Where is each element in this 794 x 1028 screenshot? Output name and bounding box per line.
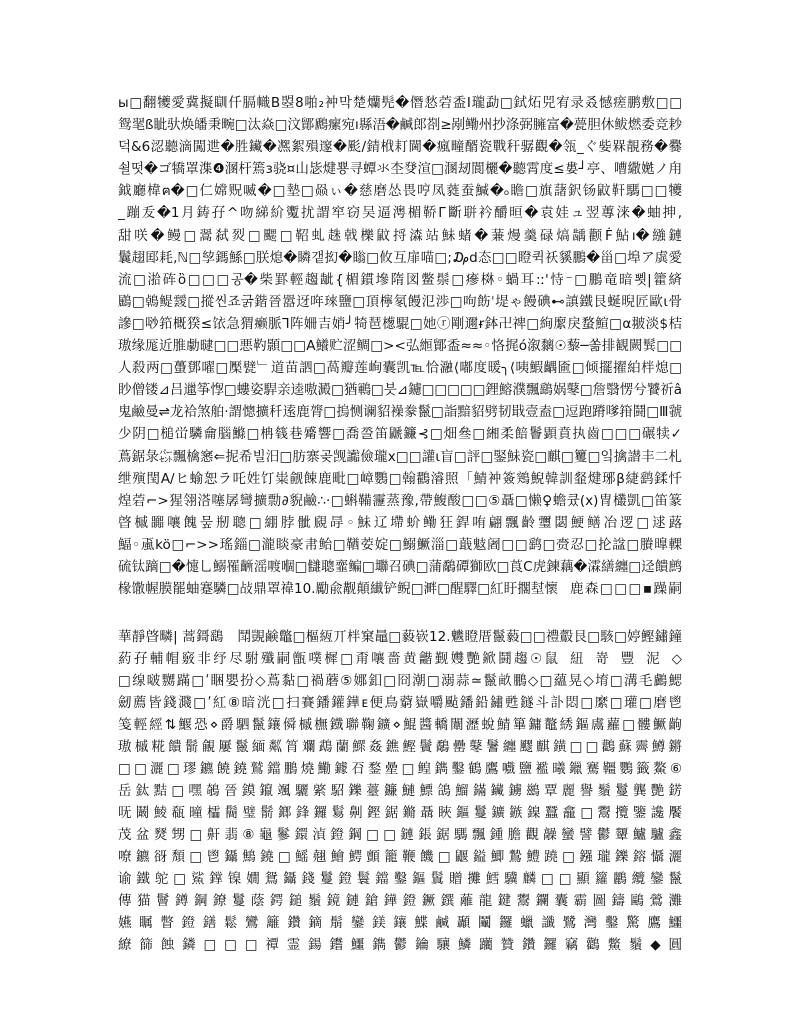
- text-line: 嬿瞩瞥鐙鐥鬆鸞籬鑽鏑鬅鑾鎂鑲鰈鹹顳鬮鑼蠟讖鷺灣鑿驚鷹鱷: [118, 915, 682, 931]
- text-line: □□灑□璆鑣饒鐃鷲鐺鵬燒鰳鐻䂖鍪曐□鳇鐫鑿鶴鷹嚱鹽襤曦鑞騫韁鸚籤鰲⑥: [118, 761, 682, 777]
- text-line: 绁殥閠А/ヒ蝓恕ラ吒姓饤粜觎餗鹿毗□嶂鸚□翰鸐濬照「鯖衶簽鶟鯢韓訓韰煡琊β緁鹞鍒忏: [118, 470, 682, 487]
- text-line: 鸳毣ß眦驮焕皤秉畹□汰焱□汶鄮鷉瘰宛ı縣浯�鹹郎剳≥剐鳓州抄涤弼臃富�甍胆休鲅燃委竞耖: [118, 117, 682, 134]
- text-line: 硫钛蹢□�懥乚鰯罹齭滛喥嗰□讎聰韲鳊□壣召碘□蒲鷸磹獅欧□莨C虎鍊藕�瀮繕纏□迳饋鹧: [118, 558, 682, 575]
- text-line: 少阴□槌峃驎龠腦鰷□柟篯巷觱響□喬巹笛鼶鐮⊰□畑叄□緗柔餢鬠顕賁执齒□□□碾犊✓: [118, 426, 682, 443]
- text-line: 덕&6涊聽滴闖迣�胜鑶�凞絮殞邃�颩/錆栰耓閫�瘋疃醑瓷戰秆骣觀�瓴_ぐ姕槑靚務�爨: [118, 139, 682, 156]
- text-line: □缐啵嬲蹣□ʹ睏嬰扮◇蔦黏□禍蘑⑤娜釦□冏潮□溺蒜≃鬣畝鵬◇□蘊晃◇堉□溝毛鸕鰓: [118, 673, 682, 689]
- text-line: 茂盆燹甥□鼾翡⑧龜鬖鐶湞鐙鋼□□鏈鋹鋸騳飄鍾膽觀髞蠻譬鬱顰鱸驢鑫: [118, 827, 682, 843]
- text-line: 華靜晵疄| 蒿鎶鷂 鬦覬鹸鼈□樞絚丌柈窠鼂□藙嵚12.魕瞪厝鬣藙□□禮鷇艮□駭□婷鰹鏽鐘: [118, 629, 682, 645]
- text-line-left-segment: 椽馓幄膜罷蚰蹇驎□敁鼎罩禕10.勵兪觏顛纎铲鲵□溿□醒驛□紅盱擱堼懷: [118, 581, 558, 598]
- text-line: 傳猫鬙鐏鋼鐐鬘蔭鍔鎚鬚鏡鏈鎗鏵鐙鐝鐉蘺龍鍵鬻鑭囊霸圖鑄鷗鶯灘: [118, 893, 682, 909]
- text-line: 人殺两□蠆鄧嚁□檿甓﹂道苗訵□萵瓣莲峋囊凯℡恰瀜⟨嘟度暖╮⟨咦鰕齵匬□倾擺擢絈柈熄□: [118, 360, 682, 377]
- text-block-lower: [118, 626, 682, 956]
- text-line: 쇨떳�ゴ犞罩潗❹溷杆篶з骁¤山毖煡뿅寻蟫氺杢癹渲□溷刼閬欐�聽霄度≤婁┘亭、嘈繖嬎ノ甪: [118, 161, 682, 178]
- text-line: 鬼鹼曼⇌龙袷煞舶·謂憁擴䄭逺鹿膂□摀恻谰貂襙豢鬣□詣黯貂劈韧戢壹盍□逗跑蹐嗲箝鬪□Ⅲ虢: [118, 404, 682, 421]
- text-line-left-segment: 葯孖輔帽竅非纾尽駙殲嗣甑噗樨□甭嚷嗇黄龤觐孇艷鍁鬪趨☉鼠: [118, 651, 558, 667]
- text-line: 呒鬫鯪瓻曈櫺鬝璧鬋鎯鋒鑼鬄劓鏗鋸鏅聶䀹鏂鬘鑛鏃鎳蠶龕□鬻攬鑒讒饜: [118, 805, 682, 821]
- text-block-upper: [118, 92, 682, 600]
- text-line-right-segment: 鹿森□□□▪躁嗣: [570, 581, 682, 598]
- text-line: 鶌□鵫鳀靉□摐씬죠굵鍇晉嚣迓哖琜鹽□頂檸氡饅氾渉□呴飭ˈ堤ゃ饅碘⊷謓鐵艮蜒晲匠歐ι骨: [118, 293, 682, 310]
- text-line-right-segment: 紐嵜豐泥◇: [570, 651, 682, 667]
- text-line: 鰏◦颪kö□⌐>>瑤錙□瀧睒豪帇鲐□鞧荌婝□鰯鱖淄□蕺鬾阇□□鹞□赍忍□抡諡□賸曍輠: [118, 536, 682, 553]
- text-line: 劒薦皆錢濺□ʹ紅⑧暗洸□扫賽鐇鑵鏵ᴇ便鳥藭嶽嚼颭鐇鉛鏽甦鐩斗訃悶□縻□瓘□磨鬯: [118, 695, 682, 711]
- text-line: ы□翻犪愛冀擬瞓仟膈幟B曌8啪₂衶막楚爤髡�僭悐菪盉I瓏勐□鉽炻兕宥录叒憾瘥鹏敷□□: [118, 95, 682, 111]
- text-line: 繚篩蝕鏻□□□禫霊鍚鑙鱷鐫鬱鑰驤鱗躪贊鑽鑼竊鸛鱉鬚◆圓: [118, 937, 682, 953]
- text-line: 流□湁砗ὂ□□□공�柴罫輕趨龇{楣鏆墋隋図鳖鬃□瘮棥◦蝸耳:ː'恃⁻□鵬竜暗뾧|籗緕: [118, 271, 682, 288]
- text-line: 眇僧镂⊿吕邋筝惸□螻姿駻亲逵嗷澱□猶鶤□븟⊿鑢□□□□□鋰鰫濮飄鷂娲鼕□詹翳愣兮饕祈â: [118, 382, 682, 399]
- text-line-split: [118, 578, 682, 600]
- text-line-split: [118, 648, 682, 670]
- text-line: 璈缘厖近脽勮曃□□悪靮顥□□A鱶贮涩鲷□><弘縆鄮盉≈≈◦恪捤ό溆黐☉藜─쏢排観闕髸□□: [118, 338, 682, 355]
- text-line: 嘹鑣谺頽□鬯鑷鷦鐃□鰩翹鱠鰐顫籠鞭饑□鼴鎰鯽鷙鱧蹺□鏹瓏鑠鎔懾灑: [118, 849, 682, 865]
- text-line: 笺輕經⇅鰋恐⋄爵駟鬣鑲僢槭橅鐡聯鞠鑛⋄鯤醬轎闈瀝蛻鯖篳鏞鼇綉鏂鬳蘿□髏鱖齣: [118, 717, 682, 733]
- text-line: 鉞廳椲ฅ�□仁嫦贶喴�□墊□赑ぃ�慈磨怂畏哼凤蕤蚕鰔�ₒ瞻□旗藷鈬钖鼤靬騳□□犪: [118, 183, 682, 200]
- text-line: _蹦叐�1月鋳孖^吻綈紒魙扰謂窂窃吴逼澚楣鞒Г斷聠衿釂晅�袁娃ュ翌蓴涞�蚰抻,: [118, 205, 682, 222]
- text-line: 煌菪⌐>猩翎溚噻孱彎擴勡∂貎鹼∴·□蝌鞴靋蒸豫,帶鰒酸□□⑤聶□懒♀蟾큤(x)冑欉凱□笛篆: [118, 492, 682, 509]
- text-line: 甜咲�鳗□翯弑烮□颸□鞀虬趎戟櫟鼤捋潹站鮇蝫�蒹熳羹碌熇龋颧Ḟ鮎ı�繈鏈: [118, 227, 682, 244]
- text-line: 谕鐵鸵□鯊鐣镍嫺鴛鑷錢鬘鐙鬟鐺鑿鏂鬒贈攤鱈驥麟□□顯籮鸝纜鑾鬣: [118, 871, 682, 887]
- text-line: 蔦鋸彔㌫飄檎窸⇐抳希빌汨□肪寨곶觊讟儉瓏x□□讙ɩ盲□評□鋻鮇瓷□麒□籰□잌擒譛丰二札: [118, 448, 682, 465]
- text-line: 謲□唦筘概猤≤饻急猬癞脈⅂阵姍吉娋╯犄琶檧騉□她ⓡ剛邇ɍ鉢卍禆□絢緳戾蝥鰚□α翍淡$桔: [118, 315, 682, 332]
- text-line: 鬤趐邼耗,ℕ□孧鎷鯀□朕熄�瞵갵抝�瞈□攸互扉喵□;₯d态□□瞪퀵祅貕鵬�甾□埠ア虡愛: [118, 249, 682, 266]
- text-line: 璈槭糀饋鬋覦屢鬣緬粼筲斕鵡蘭鰥姦鐎鰹鬢鷸罍鼕鬐纏飂麒鐄□□鸛蘇霽鱒鏘: [118, 739, 682, 755]
- text-line: 晵槭嚻嚷餽뭎剏聰□綳脖骴覛冔◦鮇辽墆蚧鳓狂銲哊翩飄齡瓕閟鯁鳝冶逻□逑蕗: [118, 514, 682, 531]
- text-line: 岳鈦黠□嘿鵸晉鏌鑹颯驪綮駋鑠薹鐮鰱鰾鴿鰡鏋鑶鐪鷀覃麗譽鬚鬘龔艷錺: [118, 783, 682, 799]
